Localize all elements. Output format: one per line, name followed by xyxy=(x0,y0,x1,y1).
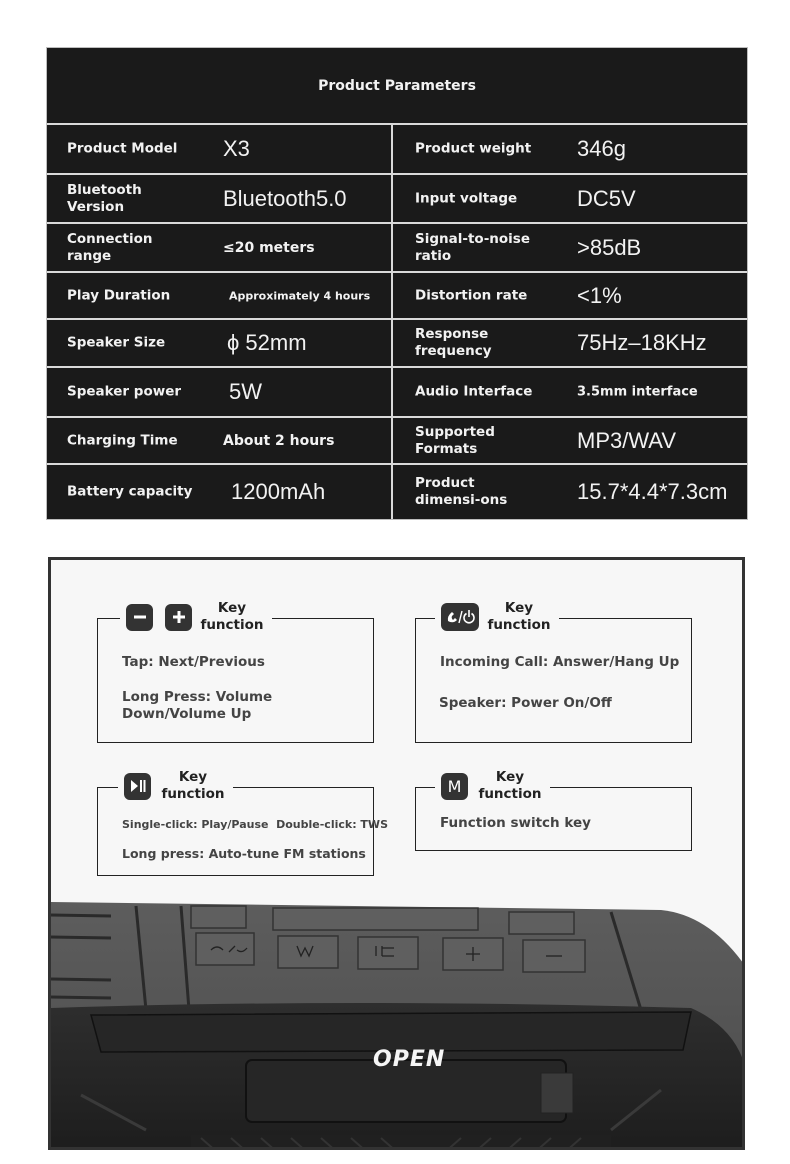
play-pause-icon xyxy=(124,773,151,800)
label-charging-time: Charging Time xyxy=(67,432,178,448)
table-row xyxy=(47,368,747,418)
table-title: Product Parameters xyxy=(47,48,747,125)
key-function-header xyxy=(120,600,272,634)
label-speaker-size: Speaker Size xyxy=(67,334,166,351)
table-row xyxy=(47,418,747,465)
value-battery-capacity: 1200mAh xyxy=(231,479,326,504)
value-product-dimensions: 15.7*4.4*7.3cm xyxy=(577,479,728,504)
key-function-panel xyxy=(48,557,745,1150)
value-charging-time: About 2 hours xyxy=(223,432,335,449)
table-row xyxy=(47,273,747,320)
value-supported-formats: MP3/WAV xyxy=(577,427,677,453)
key-function-title: Key function xyxy=(161,769,225,802)
value-connection-range: ≤20 meters xyxy=(223,239,315,256)
product-parameters-table xyxy=(46,47,748,520)
value-bluetooth-version: Bluetooth5.0 xyxy=(223,185,347,211)
label-distortion-rate: Distortion rate xyxy=(415,287,528,303)
open-label: OPEN xyxy=(373,1047,446,1072)
label-product-weight: Product weight xyxy=(415,140,532,157)
table-row xyxy=(47,465,747,519)
key-function-line: Speaker: Power On/Off xyxy=(439,695,612,711)
value-audio-interface: 3.5mm interface xyxy=(577,384,698,400)
key-function-header xyxy=(118,769,233,803)
key-function-title: Key function xyxy=(478,769,542,802)
m-icon: M xyxy=(441,773,468,800)
key-function-header xyxy=(435,600,559,634)
value-input-voltage: DC5V xyxy=(577,185,636,211)
key-function-title: Key function xyxy=(487,600,551,633)
table-row xyxy=(47,125,747,175)
key-function-line: Function switch key xyxy=(440,815,591,831)
table-row xyxy=(47,224,747,273)
phone-power-icon xyxy=(441,603,479,631)
label-play-duration: Play Duration xyxy=(67,287,171,303)
key-function-header xyxy=(435,769,550,803)
label-supported-formats: Supported Formats xyxy=(415,423,495,457)
value-signal-to-noise: >85dB xyxy=(577,234,642,260)
value-speaker-size: ϕ 52mm xyxy=(227,330,307,355)
key-function-line: Long Press: Volume Down/Volume Up xyxy=(122,689,273,722)
value-distortion-rate: <1% xyxy=(577,282,622,308)
key-function-line: Long press: Auto-tune FM stations xyxy=(122,846,366,861)
label-product-dimensions: Product dimensi-ons xyxy=(415,475,508,508)
label-connection-range: Connection range xyxy=(67,230,153,264)
value-product-weight: 346g xyxy=(577,136,626,161)
label-battery-capacity: Battery capacity xyxy=(67,483,193,500)
key-function-line: Incoming Call: Answer/Hang Up xyxy=(440,654,680,670)
table-row xyxy=(47,320,747,368)
table-row xyxy=(47,175,747,224)
value-response-frequency: 75Hz–18KHz xyxy=(577,330,707,355)
label-signal-to-noise: Signal-to-noise ratio xyxy=(415,230,531,264)
key-function-line: Tap: Next/Previous xyxy=(122,654,265,670)
label-input-voltage: Input voltage xyxy=(415,190,518,206)
key-function-box-volume xyxy=(97,618,374,743)
value-speaker-power: 5W xyxy=(229,379,262,404)
label-product-model: Product Model xyxy=(67,140,178,157)
label-audio-interface: Audio Interface xyxy=(415,383,533,400)
value-play-duration: Approximately 4 hours xyxy=(229,289,371,302)
speaker-illustration xyxy=(51,880,742,1150)
minus-icon xyxy=(126,604,153,631)
key-function-box-power xyxy=(415,618,692,743)
value-product-model: X3 xyxy=(223,136,250,161)
key-function-line: Single-click: Play/Pause Double-click: TWS xyxy=(122,818,388,831)
label-speaker-power: Speaker power xyxy=(67,383,182,400)
label-bluetooth-version: Bluetooth Version xyxy=(67,181,142,215)
plus-icon xyxy=(165,604,192,631)
key-function-title: Key function xyxy=(200,600,264,633)
label-response-frequency: Response frequency xyxy=(415,326,492,359)
